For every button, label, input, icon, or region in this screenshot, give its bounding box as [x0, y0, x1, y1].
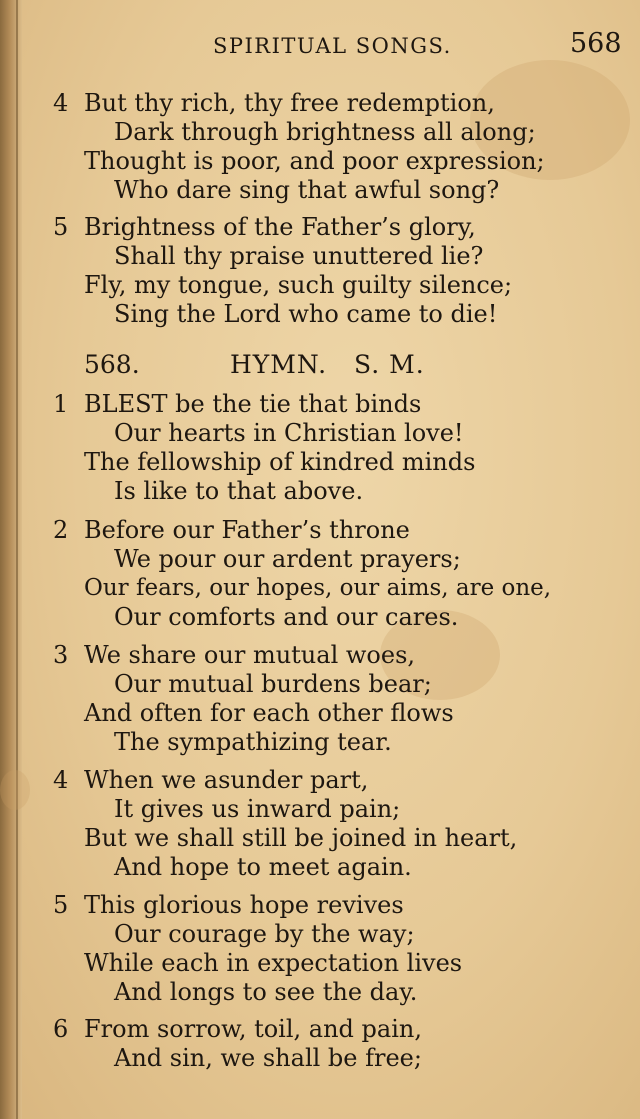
verse-line: We pour our ardent prayers; [114, 545, 461, 573]
page-number: 568 [570, 28, 622, 59]
verse-line: This glorious hope revives [84, 891, 404, 919]
verse-line: Our mutual burdens bear; [114, 670, 432, 698]
verse-line: Fly, my tongue, such guilty silence; [84, 271, 513, 299]
verse-number: 6 [53, 1015, 69, 1043]
running-header-title: SPIRITUAL SONGS. [213, 34, 452, 58]
verse-line: It gives us inward pain; [114, 795, 401, 823]
verse-line: While each in expectation lives [84, 949, 463, 977]
verse-line: Our comforts and our cares. [114, 603, 459, 631]
continued-verse [0, 89, 620, 209]
verse-line: Shall thy praise unuttered lie? [114, 242, 484, 270]
verse-line: Our fears, our hopes, our aims, are one, [84, 575, 552, 601]
hymn-verse [0, 641, 620, 761]
verse-line: The sympathizing tear. [114, 728, 392, 756]
verse-line: Is like to that above. [114, 477, 364, 505]
verse-line: But we shall still be joined in heart, [84, 824, 518, 852]
verse-line: Our courage by the way; [114, 920, 415, 948]
verse-line: Thought is poor, and poor expression; [84, 147, 545, 175]
verse-line: But thy rich, thy free redemption, [84, 89, 495, 117]
verse-number: 1 [53, 390, 69, 418]
verse-number: 2 [53, 516, 69, 544]
hymn-verse [0, 390, 620, 510]
hymn-verse [0, 766, 620, 886]
verse-line: From sorrow, toil, and pain, [84, 1015, 422, 1043]
verse-number: 4 [53, 89, 69, 117]
hymn-number: 568. [84, 350, 140, 379]
verse-number: 5 [53, 213, 69, 241]
verse-number: 3 [53, 641, 69, 669]
verse-line: The fellowship of kindred minds [84, 448, 476, 476]
verse-line: Brightness of the Father’s glory, [84, 213, 476, 241]
verse-number: 5 [53, 891, 69, 919]
verse-line: And hope to meet again. [114, 853, 412, 881]
verse-line: Dark through brightness all along; [114, 118, 536, 146]
continued-verse [0, 213, 620, 333]
verse-line: And often for each other flows [84, 699, 454, 727]
verse-line: Sing the Lord who came to die! [114, 300, 498, 328]
verse-line: Before our Father’s throne [84, 516, 410, 544]
hymn-verse [0, 516, 620, 636]
verse-line: Our hearts in Christian love! [114, 419, 464, 447]
hymn-verse [0, 1015, 620, 1079]
hymn-heading [84, 350, 504, 384]
verse-line: BLEST be the tie that binds [84, 390, 422, 418]
verse-number: 4 [53, 766, 69, 794]
verse-line: Who dare sing that awful song? [114, 176, 500, 204]
verse-line: When we asunder part, [84, 766, 369, 794]
verse-line: We share our mutual woes, [84, 641, 416, 669]
verse-line: And sin, we shall be free; [114, 1044, 422, 1072]
hymn-title: HYMN. S. M. [230, 350, 425, 379]
verse-line: And longs to see the day. [114, 978, 418, 1006]
hymn-verse [0, 891, 620, 1011]
